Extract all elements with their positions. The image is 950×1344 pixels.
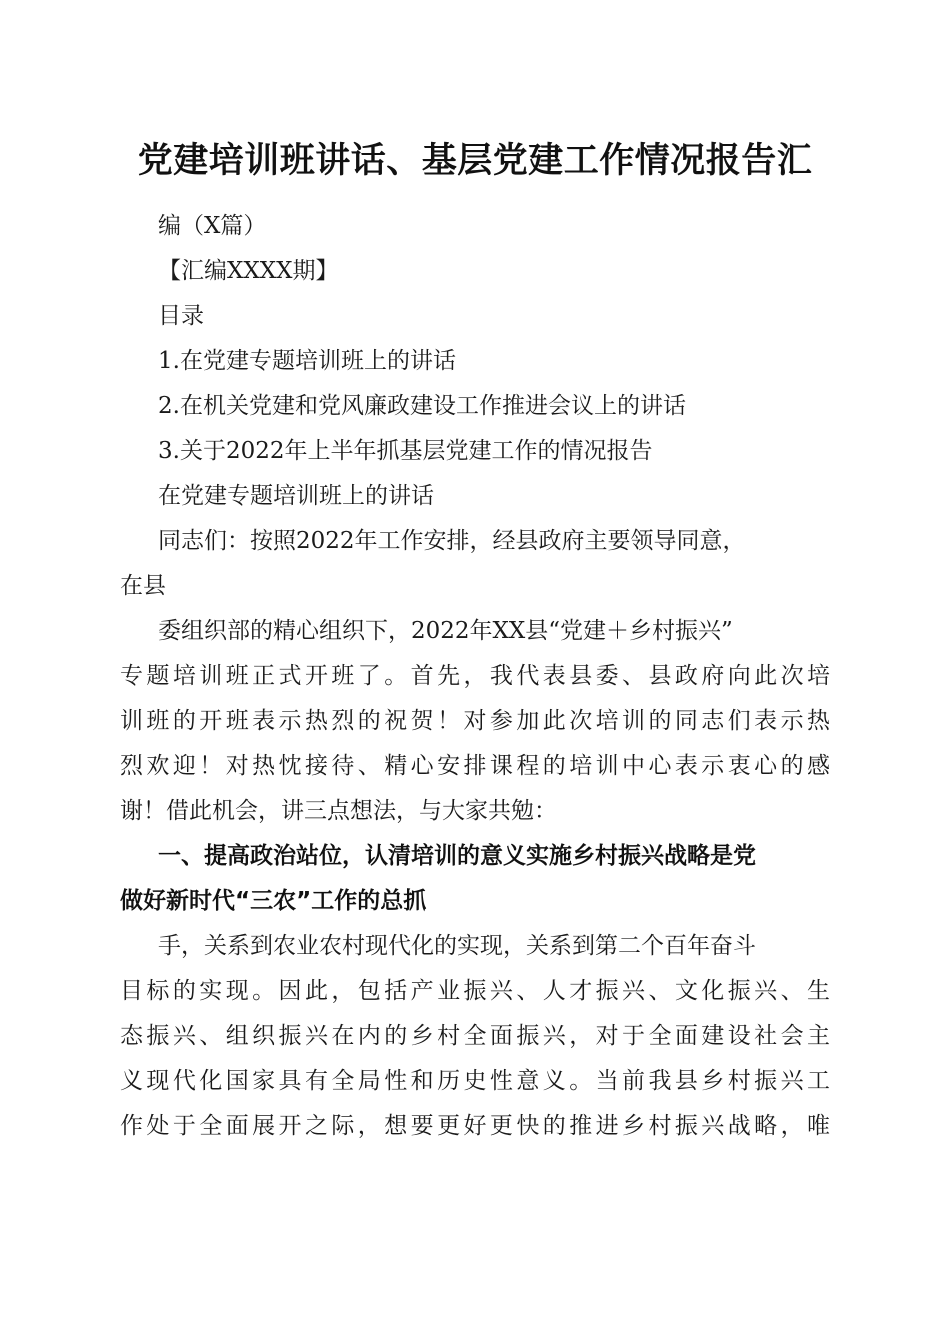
paragraph-line: 训班的开班表示热烈的祝贺！对参加此次培训的同志们表示热 xyxy=(120,708,830,734)
document-title: 党建培训班讲话、基层党建工作情况报告汇 xyxy=(137,140,813,181)
paragraph-line: 在县 xyxy=(120,573,166,599)
issue-label: 【汇编XXXX期】 xyxy=(158,258,339,284)
paragraph-line: 作处于全面展开之际，想要更好更快的推进乡村振兴战略，唯 xyxy=(120,1113,830,1139)
section-heading: 一、提高政治站位，认清培训的意义实施乡村振兴战略是党 xyxy=(158,843,756,869)
toc-item-1: 1.在党建专题培训班上的讲话 xyxy=(158,348,456,374)
title-continuation: 编（X篇） xyxy=(158,213,267,239)
paragraph-line: 烈欢迎！对热忱接待、精心安排课程的培训中心表示衷心的感 xyxy=(120,753,830,779)
toc-item-2: 2.在机关党建和党风廉政建设工作推进会议上的讲话 xyxy=(158,393,686,419)
paragraph-line: 态振兴、组织振兴在内的乡村全面振兴，对于全面建设社会主 xyxy=(120,1023,830,1049)
paragraph-line: 委组织部的精心组织下，2022年XX县“党建＋乡村振兴” xyxy=(158,618,733,644)
toc-heading: 目录 xyxy=(158,303,204,329)
paragraph-line: 谢！借此机会，讲三点想法，与大家共勉： xyxy=(120,798,557,824)
speech-title: 在党建专题培训班上的讲话 xyxy=(158,483,434,509)
section-heading: 做好新时代“三农”工作的总抓 xyxy=(120,888,427,914)
toc-item-3: 3.关于2022年上半年抓基层党建工作的情况报告 xyxy=(158,438,653,464)
paragraph-line: 同志们：按照2022年工作安排，经县政府主要领导同意， xyxy=(158,528,746,554)
paragraph-line: 手，关系到农业农村现代化的实现，关系到第二个百年奋斗 xyxy=(158,933,756,959)
paragraph-line: 专题培训班正式开班了。首先，我代表县委、县政府向此次培 xyxy=(120,663,830,689)
paragraph-line: 目标的实现。因此，包括产业振兴、人才振兴、文化振兴、生 xyxy=(120,978,830,1004)
paragraph-line: 义现代化国家具有全局性和历史性意义。当前我县乡村振兴工 xyxy=(120,1068,830,1094)
document-body xyxy=(120,204,830,1149)
